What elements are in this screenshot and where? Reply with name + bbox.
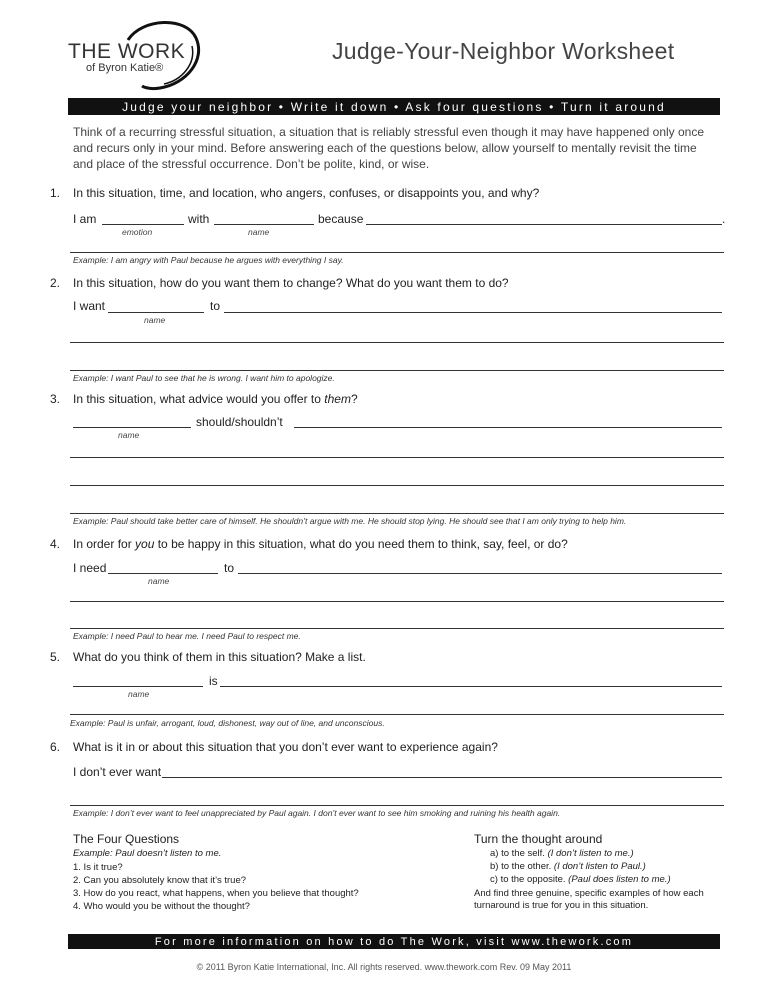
q4-answer-line-1[interactable] [70, 601, 724, 602]
q3-name-field[interactable] [73, 427, 191, 428]
top-bar: Judge your neighbor • Write it down • Ask four questions • Turn it around [68, 98, 720, 115]
four-questions-example: Example: Paul doesn’t listen to me. [73, 848, 222, 859]
q3-answer-line-2[interactable] [70, 485, 724, 486]
q1-because-field[interactable] [366, 224, 722, 225]
logo-main-text: THE WORK [68, 40, 186, 63]
four-question-4: 4. Who would you be without the thought? [73, 901, 250, 912]
four-question-2: 2. Can you absolutely know that it’s true? [73, 875, 247, 886]
q1-name-field[interactable] [214, 224, 314, 225]
q4-answer-line-2[interactable] [70, 628, 724, 629]
q6-example: Example: I don’t ever want to feel unappreciated by Paul again. I don’t ever want to see him smoking and ruining his health again. [73, 808, 561, 818]
q1-text: In this situation, time, and location, who angers, confuses, or disappoints you, and why? [73, 186, 540, 200]
q4-text: In order for you to be happy in this situation, what do you need them to think, say, feel, or do? [73, 537, 568, 551]
q3-answer-line-3[interactable] [70, 513, 724, 514]
q1-name-caption: name [248, 227, 270, 237]
q5-is-label: is [209, 674, 218, 688]
q1-number: 1. [50, 186, 61, 200]
q2-answer-line-2[interactable] [70, 370, 724, 371]
q1-answer-line[interactable] [70, 252, 724, 253]
turnaround-item-c: c) to the opposite. (Paul does listen to me.) [490, 874, 671, 885]
q2-to-label: to [210, 299, 221, 313]
q2-example: Example: I want Paul to see that he is wrong. I want him to apologize. [73, 373, 335, 383]
q4-to-label: to [224, 561, 235, 575]
q5-example: Example: Paul is unfair, arrogant, loud, dishonest, way out of line, and unconscious. [70, 718, 385, 728]
four-question-1: 1. Is it true? [73, 862, 123, 873]
four-questions-title: The Four Questions [73, 832, 180, 846]
q4-name-caption: name [148, 576, 170, 586]
q6-answer-line[interactable] [70, 805, 724, 806]
q4-to-field[interactable] [238, 573, 722, 574]
q1-example: Example: I am angry with Paul because he argues with everything I say. [73, 255, 344, 265]
q6-dont-field[interactable] [162, 777, 722, 778]
q2-to-field[interactable] [224, 312, 722, 313]
q4-number: 4. [50, 537, 61, 551]
q5-name-field[interactable] [73, 686, 203, 687]
q5-name-caption: name [128, 689, 150, 699]
q1-with-label: with [188, 212, 210, 226]
q1-emotion-caption: emotion [122, 227, 153, 237]
q2-name-field[interactable] [108, 312, 204, 313]
q3-name-caption: name [118, 430, 140, 440]
q1-i-am-label: I am [73, 212, 97, 226]
q4-name-field[interactable] [108, 573, 218, 574]
q1-period: . [722, 212, 726, 226]
q2-number: 2. [50, 276, 61, 290]
q3-example: Example: Paul should take better care of himself. He shouldn’t argue with me. He should stop lying. He should see that I am only trying to help him. [73, 516, 627, 526]
turnaround-item-b: b) to the other. (I don’t listen to Paul.) [490, 861, 646, 872]
q2-i-want-label: I want [73, 299, 106, 313]
q6-dont-label: I don’t ever want [73, 765, 162, 779]
bottom-bar: For more information on how to do The Work, visit www.thework.com [68, 934, 720, 949]
turnaround-title: Turn the thought around [474, 832, 603, 846]
four-question-3: 3. How do you react, what happens, when you believe that thought? [73, 888, 359, 899]
q3-answer-line-1[interactable] [70, 457, 724, 458]
q2-answer-line-1[interactable] [70, 342, 724, 343]
q5-number: 5. [50, 650, 61, 664]
q3-should-field[interactable] [294, 427, 722, 428]
logo-sub-text: of Byron Katie® [86, 62, 164, 74]
q1-emotion-field[interactable] [102, 224, 184, 225]
q3-number: 3. [50, 392, 61, 406]
q6-text: What is it in or about this situation that you don’t ever want to experience again? [73, 740, 498, 754]
page-title: Judge-Your-Neighbor Worksheet [332, 38, 675, 64]
q6-number: 6. [50, 740, 61, 754]
q4-example: Example: I need Paul to hear me. I need Paul to respect me. [73, 631, 301, 641]
turnaround-item-a: a) to the self. (I don’t listen to me.) [490, 848, 634, 859]
q5-answer-line[interactable] [70, 714, 724, 715]
q2-text: In this situation, how do you want them to change? What do you want them to do? [73, 276, 509, 290]
q1-because-label: because [318, 212, 364, 226]
turnaround-note: And find three genuine, specific examples of how each turnaround is true for you in this situation. [474, 888, 704, 911]
intro-text: Think of a recurring stressful situation, a situation that is reliably stressful even though it may have happened only once and recurs only in your mind. Before answering each of the questions below, allow yourself to mentally revisit the time and place of the stressful occurrence. Don’t be polite, kind, or wise. [73, 125, 705, 171]
q5-text: What do you think of them in this situation? Make a list. [73, 650, 366, 664]
q4-i-need-label: I need [73, 561, 107, 575]
q3-should-label: should/shouldn’t [196, 415, 283, 429]
q3-text: In this situation, what advice would you offer to them? [73, 392, 358, 406]
q2-name-caption: name [144, 315, 166, 325]
q5-is-field[interactable] [220, 686, 722, 687]
footer-copyright: © 2011 Byron Katie International, Inc. All rights reserved. www.thework.com Rev. 09 May 2011 [196, 962, 572, 972]
